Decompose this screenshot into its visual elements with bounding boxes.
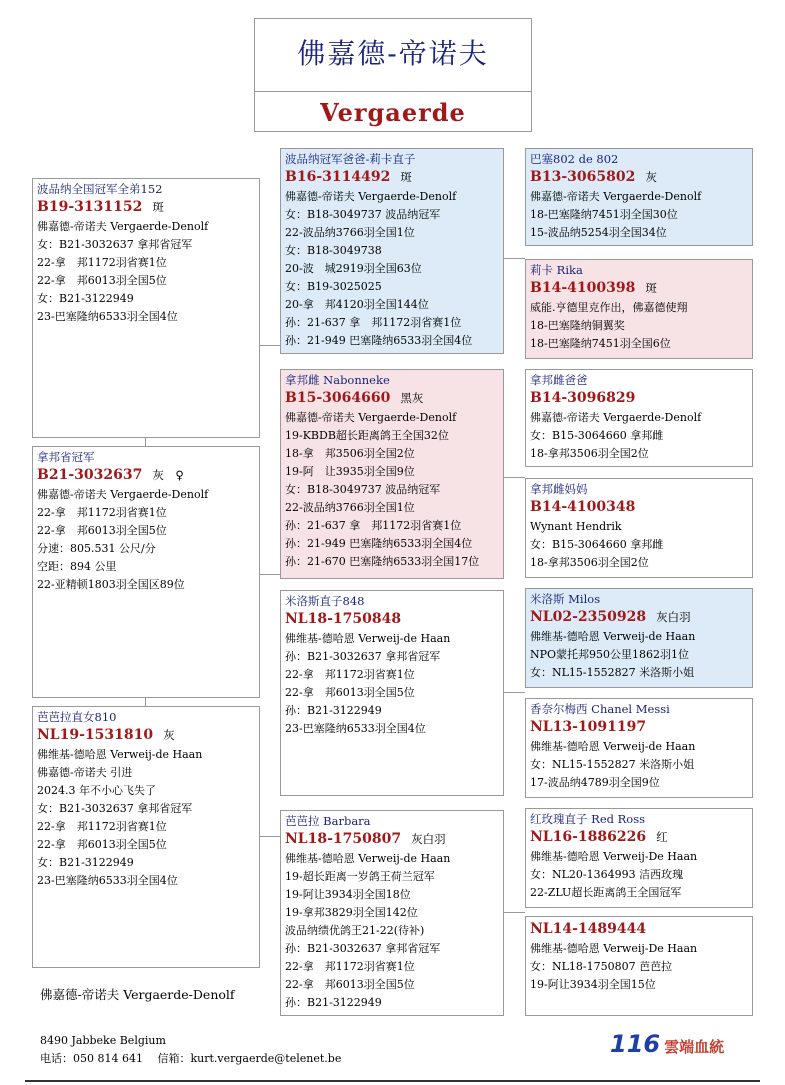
pedigree-line: 佛维基-德哈恩 Verweij-de Haan [530, 740, 696, 753]
pigeon-name: 拿邦雌 Nabonneke [285, 373, 390, 387]
pedigree-line: 女：B21-3032637 拿邦省冠军 [37, 802, 193, 815]
ring-number: NL19-1531810 [37, 727, 154, 743]
ring-number: NL18-1750807 [285, 831, 402, 847]
ring-number: NL16-1886226 [530, 829, 647, 845]
pedigree-line: 佛嘉德-帝诺夫 Vergaerde-Denolf [37, 488, 209, 501]
pigeon-card-sire [280, 148, 504, 354]
pedigree-line: 22-拿 邦1172羽省赛1位 [37, 820, 167, 833]
bottom-rule [25, 1080, 760, 1082]
pigeon-card-sire-sire [525, 148, 753, 246]
pedigree-line: 女：B21-3122949 [37, 856, 134, 869]
pedigree-line: 女：B21-3032637 拿邦省冠军 [37, 238, 193, 251]
ring-number: NL14-1489444 [530, 921, 647, 937]
pedigree-line: 佛嘉德-帝诺夫 Vergaerde-Denolf [285, 190, 457, 203]
pigeon-card-partner-sire-sire [525, 588, 753, 688]
pedigree-line: 18-拿邦3506羽全国2位 [530, 556, 649, 569]
pigeon-color: 斑 [400, 170, 412, 184]
pedigree-line: 女：NL15-1552827 米洛斯小姐 [530, 758, 695, 771]
pedigree-line: 女：B19-3025025 [285, 280, 382, 293]
pedigree-line: NPO蒙托邦950公里1862羽1位 [530, 648, 690, 661]
ring-number: NL18-1750848 [285, 611, 402, 627]
pigeon-card-partner [32, 446, 260, 698]
pedigree-line: 19-阿让3934羽全国18位 [285, 888, 411, 901]
breeder-contact: 电话：050 814 641 信箱：kurt.vergaerde@telenet.be [40, 1052, 342, 1065]
pedigree-line: 22-拿 邦6013羽全国5位 [37, 274, 167, 287]
pedigree-line: 佛维基-德哈恩 Verweij-de Haan [37, 748, 203, 761]
pedigree-line: 孙：B21-3122949 [285, 704, 382, 717]
pedigree-line: 19-超长距离一岁鸽王荷兰冠军 [285, 870, 435, 883]
pigeon-color: 灰 ♀ [152, 468, 184, 482]
pedigree-line: 佛嘉德-帝诺夫 引进 [37, 766, 133, 779]
title-english: Vergaerde [320, 98, 466, 127]
ring-number: B14-3096829 [530, 390, 636, 406]
pedigree-line: 威能.亨德里克作出，佛嘉德使翔 [530, 301, 688, 314]
pedigree-line: 佛嘉德-帝诺夫 Vergaerde-Denolf [530, 411, 702, 424]
pedigree-line: 女：NL18-1750807 芭芭拉 [530, 960, 673, 973]
logo-number: 116 [610, 1030, 661, 1058]
pigeon-name: 拿邦省冠军 [37, 450, 95, 464]
ring-number: B14-4100398 [530, 280, 636, 296]
pedigree-line: 女：B21-3122949 [37, 292, 134, 305]
pedigree-line: Wynant Hendrik [530, 520, 622, 533]
pedigree-line: 佛维基-德哈恩 Verweij-De Haan [530, 850, 698, 863]
pedigree-line: 女：B15-3064660 拿邦雌 [530, 429, 664, 442]
pedigree-line: 孙：21-637 拿 邦1172羽省赛1位 [285, 519, 462, 532]
pedigree-line: 19-KBDB超长距离鸽王全国32位 [285, 429, 449, 442]
pedigree-line: 22-亚精顿1803羽全国区89位 [37, 578, 185, 591]
pigeon-color: 灰 [645, 170, 657, 184]
pigeon-name: 芭芭拉 Barbara [285, 814, 371, 828]
logo-text: 雲端血統 [664, 1038, 725, 1056]
pedigree-line: 女：NL15-1552827 米洛斯小姐 [530, 666, 695, 679]
pigeon-color: 灰白羽 [411, 832, 446, 846]
connector [145, 698, 146, 706]
pedigree-line: 19-阿让3934羽全国15位 [530, 978, 656, 991]
pigeon-name: 拿邦雌爸爸 [530, 373, 588, 387]
pigeon-card-subject [32, 178, 260, 438]
pedigree-line: 佛嘉德-帝诺夫 Vergaerde-Denolf [37, 220, 209, 233]
pedigree-line: 22-拿 邦1172羽省赛1位 [37, 506, 167, 519]
title-chinese: 佛嘉德-帝诺夫 [297, 37, 489, 70]
ring-number: B21-3032637 [37, 467, 143, 483]
pedigree-line: 佛嘉德-帝诺夫 Vergaerde-Denolf [285, 411, 457, 424]
pedigree-line: 孙：21-949 巴塞隆纳6533羽全国4位 [285, 537, 473, 550]
pigeon-name: 芭芭拉直女810 [37, 710, 117, 724]
pedigree-line: 18-巴塞隆纳7451羽全国30位 [530, 208, 678, 221]
pigeon-name: 波品纳全国冠军全弟152 [37, 182, 163, 196]
pedigree-line: 23-巴塞隆纳6533羽全国4位 [37, 874, 178, 887]
pedigree-line: 佛嘉德-帝诺夫 Vergaerde-Denolf [530, 190, 702, 203]
pigeon-card-red-ross [525, 808, 753, 908]
ring-number: NL02-2350928 [530, 609, 647, 625]
connector [504, 477, 525, 478]
pedigree-line: 22-ZLU超长距离鸽王全国冠军 [530, 886, 682, 899]
title-box [254, 18, 532, 132]
pigeon-color: 斑 [645, 281, 657, 295]
pedigree-line: 女：B18-3049737 波品纳冠军 [285, 483, 441, 496]
pedigree-line: 22-拿 邦6013羽全国5位 [37, 524, 167, 537]
pigeon-card-dam-dam [525, 478, 753, 578]
pigeon-card-nl14 [525, 916, 753, 1016]
pedigree-line: 22-拿 邦1172羽省赛1位 [285, 668, 415, 681]
pigeon-name: 波品纳冠军爸爸-莉卡直子 [285, 152, 416, 166]
pedigree-line: 佛维基-德哈恩 Verweij-de Haan [285, 852, 451, 865]
pedigree-line: 孙：B21-3032637 拿邦省冠军 [285, 650, 441, 663]
connector [259, 345, 280, 346]
pigeon-color: 红 [656, 830, 668, 844]
breeder-address: 8490 Jabbeke Belgium [40, 1034, 166, 1047]
pigeon-name: 巴塞802 de 802 [530, 152, 619, 166]
pedigree-line: 22-波品纳3766羽全国1位 [285, 226, 415, 239]
pedigree-line: 18-拿 邦3506羽全国2位 [285, 447, 415, 460]
pigeon-name: 米洛斯直子848 [285, 594, 365, 608]
connector [145, 438, 146, 446]
pigeon-name: 莉卡 Rika [530, 263, 583, 277]
pigeon-card-partner-sire [280, 590, 504, 796]
pigeon-card-partner-sire-dam [525, 698, 753, 798]
ring-number: B13-3065802 [530, 169, 636, 185]
connector [504, 692, 525, 693]
pedigree-line: 18-巴塞隆纳7451羽全国6位 [530, 337, 671, 350]
pedigree-line: 20-拿 邦4120羽全国144位 [285, 298, 429, 311]
pigeon-name: 拿邦雌妈妈 [530, 482, 588, 496]
pedigree-line: 女：B18-3049738 [285, 244, 382, 257]
connector [504, 912, 525, 913]
pigeon-card-barbara [280, 810, 504, 1016]
pigeon-name: 红玫瑰直子 Red Ross [530, 812, 646, 826]
pedigree-line: 23-巴塞隆纳6533羽全国4位 [285, 722, 426, 735]
ring-number: B16-3114492 [285, 169, 391, 185]
breeder-address-block [40, 1032, 341, 1068]
pedigree-line: 20-波 城2919羽全国63位 [285, 262, 422, 275]
pigeon-card-grand-dam [32, 706, 260, 968]
pedigree-line: 18-拿邦3506羽全国2位 [530, 447, 649, 460]
pedigree-line: 孙：B21-3122949 [285, 996, 382, 1009]
pedigree-line: 22-拿 邦1172羽省赛1位 [37, 256, 167, 269]
pedigree-line: 孙：21-637 拿 邦1172羽省赛1位 [285, 316, 462, 329]
connector [259, 836, 280, 837]
pigeon-name: 米洛斯 Milos [530, 592, 601, 606]
ring-number: B14-4100348 [530, 499, 636, 515]
pigeon-name: 香奈尔梅西 Chanel Messi [530, 702, 670, 716]
pedigree-line: 波品纳绩优鸽王21-22(待补) [285, 924, 425, 937]
pedigree-line: 女：B15-3064660 拿邦雌 [530, 538, 664, 551]
pigeon-color: 斑 [152, 200, 164, 214]
pedigree-line: 孙：B21-3032637 拿邦省冠军 [285, 942, 441, 955]
title-divider [255, 91, 531, 92]
pedigree-line: 孙：21-949 巴塞隆纳6533羽全国4位 [285, 334, 473, 347]
breeder-name: 佛嘉德-帝诺夫 Vergaerde-Denolf [40, 987, 235, 1002]
pedigree-line: 空距：894 公里 [37, 560, 117, 573]
pedigree-line: 女：NL20-1364993 洁西玫瑰 [530, 868, 684, 881]
pigeon-color: 灰 [163, 728, 175, 742]
pedigree-line: 19-拿邦3829羽全国142位 [285, 906, 418, 919]
pigeon-card-dam-sire [525, 369, 753, 467]
cloud-pedigree-logo [610, 1030, 724, 1058]
connector [259, 574, 280, 575]
ring-number: B15-3064660 [285, 390, 391, 406]
pigeon-color: 灰白羽 [656, 610, 691, 624]
pedigree-line: 18-巴塞隆纳铜翼奖 [530, 319, 625, 332]
pedigree-line: 22-拿 邦6013羽全国5位 [285, 978, 415, 991]
pedigree-line: 孙：21-670 巴塞隆纳6533羽全国17位 [285, 555, 480, 568]
pedigree-line: 22-拿 邦6013羽全国5位 [285, 686, 415, 699]
pedigree-line: 23-巴塞隆纳6533羽全国4位 [37, 310, 178, 323]
ring-number: NL13-1091197 [530, 719, 647, 735]
pedigree-line: 佛维基-德哈恩 Verweij-De Haan [530, 942, 698, 955]
pedigree-line: 19-阿 让3935羽全国9位 [285, 465, 415, 478]
pedigree-line: 22-拿 邦6013羽全国5位 [37, 838, 167, 851]
pedigree-line: 佛维基-德哈恩 Verweij-de Haan [285, 632, 451, 645]
pedigree-line: 22-波品纳3766羽全国1位 [285, 501, 415, 514]
pedigree-line: 分速：805.531 公尺/分 [37, 542, 156, 555]
ring-number: B19-3131152 [37, 199, 143, 215]
pedigree-line: 17-波品纳4789羽全国9位 [530, 776, 660, 789]
pigeon-card-sire-dam [525, 259, 753, 359]
pedigree-line: 15-波品纳5254羽全国34位 [530, 226, 667, 239]
connector [504, 258, 525, 259]
pedigree-line: 女：B18-3049737 波品纳冠军 [285, 208, 441, 221]
pedigree-line: 佛维基-德哈恩 Verweij-de Haan [530, 630, 696, 643]
pedigree-line: 22-拿 邦1172羽省赛1位 [285, 960, 415, 973]
pigeon-color: 黑灰 [400, 391, 424, 405]
pedigree-line: 2024.3 年不小心飞失了 [37, 784, 156, 797]
pigeon-card-dam [280, 369, 504, 579]
